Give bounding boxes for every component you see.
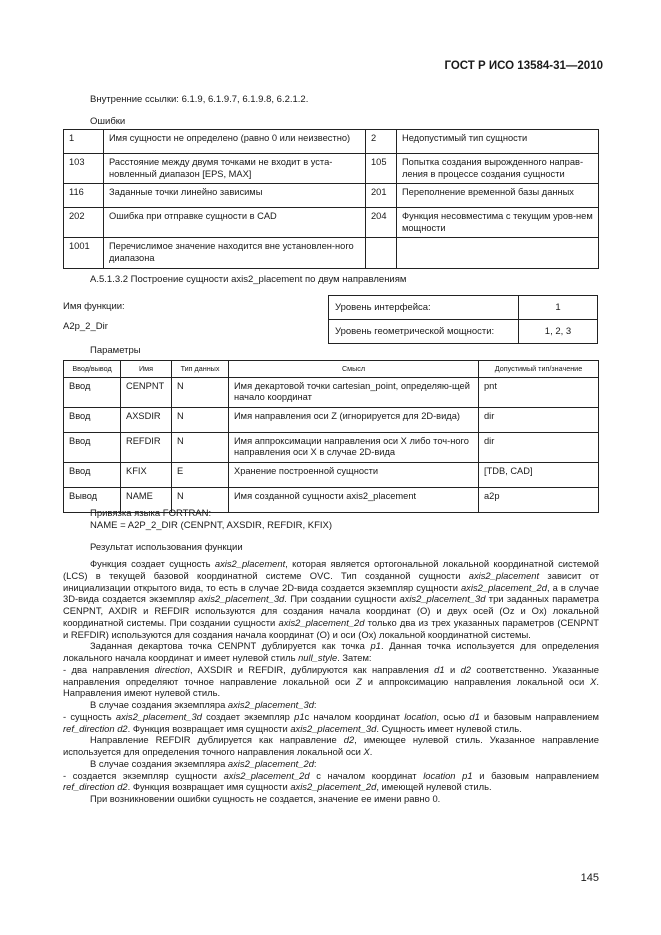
param-meaning: Имя созданной сущности axis2_placement xyxy=(229,487,479,512)
paragraph: Функция создает сущность axis2_placement, которая является ортогональной локальной координатной системой (LCS) в текущей базовой координатной системе OVC. Тип созданной сущности axis2_placement зависит от инициализации открытого вида, то есть в случае 2D-вида создается экземпляр сущности axis2_placement_2d, а в случае 3D-вида создается экземпляр axis2_placement_3d. При создании сущности axis2_placement_3d три заданных параметра CENPNT, AXDIR и REFDIR используются для создания начала координат (O) и двух осей (Oz и Ox) локальной координатной системы. При создании сущности axis2_placement_2d только два из трех указанных параметров (CENPNT и REFDIR) используются для создания начала координат (O) и оси (Ox) локальной координатной системы. xyxy=(63,558,599,640)
param-name: REFDIR xyxy=(121,432,172,462)
param-name: AXSDIR xyxy=(121,407,172,432)
paragraph: При возникновении ошибки сущность не создается, значение ее имени равно 0. xyxy=(90,793,441,804)
error-code: 204 xyxy=(366,208,397,238)
level-label: Уровень интерфейса: xyxy=(329,296,519,320)
error-text: Расстояние между двумя точками не входит в уста-новленный диапазон [EPS, MAX] xyxy=(104,154,366,184)
level-value: 1 xyxy=(519,296,598,320)
param-value: a2p xyxy=(479,487,599,512)
errors-table xyxy=(63,129,599,269)
table-row xyxy=(64,238,599,268)
param-value: pnt xyxy=(479,377,599,407)
table-row xyxy=(64,432,599,462)
param-io: Ввод xyxy=(64,377,121,407)
error-code: 2 xyxy=(366,130,397,154)
param-value: dir xyxy=(479,407,599,432)
table-row xyxy=(64,154,599,184)
param-type: E xyxy=(172,462,229,487)
param-name: CENPNT xyxy=(121,377,172,407)
error-code: 1001 xyxy=(64,238,104,268)
error-text: Функция несовместима с текущим уров-нем мощности xyxy=(397,208,599,238)
paragraph: В случае создания экземпляра axis2_placement_2d: xyxy=(90,757,317,769)
section-title: A.5.1.3.2 Построение сущности axis2_placement по двум направлениям xyxy=(90,274,407,285)
paragraph: - два направления direction, AXSDIR и REFDIR, дублируются как направления d1 и d2 соответственно. Указанные направления определяют точное направление локальной оси Z и аппроксимацию направления локальной оси X. Направления имеют нулевой стиль. xyxy=(63,663,600,699)
internal-references: Внутренние ссылки: 6.1.9, 6.1.9.7, 6.1.9.8, 6.2.1.2. xyxy=(90,94,309,105)
column-header: Смысл xyxy=(229,361,479,378)
table-row xyxy=(329,296,598,320)
level-label: Уровень геометрической мощности: xyxy=(329,320,519,344)
param-meaning: Имя аппроксимации направления оси X либо точ-ного направления оси X в случае 2D-вида xyxy=(229,432,479,462)
param-type: N xyxy=(172,377,229,407)
levels-table xyxy=(328,295,598,344)
table-row xyxy=(64,407,599,432)
column-header: Имя xyxy=(121,361,172,378)
fortran-title: Привязка языка FORTRAN: xyxy=(90,508,212,519)
result-description xyxy=(63,558,599,805)
column-header: Допустимый тип/значение xyxy=(479,361,599,378)
error-code xyxy=(366,238,397,268)
error-text: Имя сущности не определено (равно 0 или неизвестно) xyxy=(104,130,366,154)
param-type: N xyxy=(172,487,229,512)
param-meaning: Имя направления оси Z (игнорируется для 2D-вида) xyxy=(229,407,479,432)
column-header: Тип данных xyxy=(172,361,229,378)
error-text: Переполнение временной базы данных xyxy=(397,184,599,208)
error-text xyxy=(397,238,599,268)
param-type: N xyxy=(172,407,229,432)
paragraph: Направление REFDIR дублируется как направление d2, имеющее нулевой стиль. Указанное направление используется для определения точного направления локальной оси X. xyxy=(63,734,600,757)
param-meaning: Хранение построенной сущности xyxy=(229,462,479,487)
param-meaning: Имя декартовой точки cartesian_point, определяю-щей начало координат xyxy=(229,377,479,407)
table-row xyxy=(64,184,599,208)
param-io: Ввод xyxy=(64,462,121,487)
table-row xyxy=(64,130,599,154)
param-io: Ввод xyxy=(64,407,121,432)
error-code: 116 xyxy=(64,184,104,208)
params-title: Параметры xyxy=(90,345,141,356)
error-code: 105 xyxy=(366,154,397,184)
param-io: Ввод xyxy=(64,432,121,462)
fortran-code: NAME = A2P_2_DIR (CENPNT, AXSDIR, REFDIR, KFIX) xyxy=(90,520,333,531)
paragraph: Заданная декартова точка CENPNT дублируется как точка p1. Данная точка используется для определения локального начала координат и имеет нулевой стиль null_style. Затем: xyxy=(63,640,599,663)
error-text: Недопустимый тип сущности xyxy=(397,130,599,154)
table-header-row xyxy=(64,361,599,378)
error-text: Перечислимое значение находится вне установлен-ного диапазона xyxy=(104,238,366,268)
param-type: N xyxy=(172,432,229,462)
function-name: A2p_2_Dir xyxy=(63,321,108,332)
document-header: ГОСТ Р ИСО 13584-31—2010 xyxy=(444,60,603,72)
param-io: Вывод xyxy=(64,487,121,512)
error-text: Попытка создания вырожденного направ-ления в процессе создания сущности xyxy=(397,154,599,184)
error-text: Заданные точки линейно зависимы xyxy=(104,184,366,208)
param-value: [TDB, CAD] xyxy=(479,462,599,487)
error-text: Ошибка при отправке сущности в CAD xyxy=(104,208,366,238)
table-row xyxy=(329,320,598,344)
error-code: 103 xyxy=(64,154,104,184)
table-row xyxy=(64,462,599,487)
table-row xyxy=(64,208,599,238)
param-value: dir xyxy=(479,432,599,462)
error-code: 1 xyxy=(64,130,104,154)
paragraph: - создается экземпляр сущности axis2_placement_2d с началом координат location p1 и базовым направлением ref_direction d2. Функция возвращает имя сущности axis2_placement_2d, имеющей нулевой стиль. xyxy=(63,769,599,793)
result-title: Результат использования функции xyxy=(90,542,243,553)
param-name: KFIX xyxy=(121,462,172,487)
error-code: 201 xyxy=(366,184,397,208)
params-table xyxy=(63,360,599,513)
paragraph: - сущность axis2_placement_3d создает экземпляр p1c началом координат location, осью d1 и базовым направлением ref_direction d2. Функция возвращает имя сущности axis2_placement_3d. Сущность имеет нулевой стиль. xyxy=(63,710,599,734)
function-name-label: Имя функции: xyxy=(63,301,125,312)
paragraph: В случае создания экземпляра axis2_placement_3d: xyxy=(90,699,317,710)
param-name: NAME xyxy=(121,487,172,512)
page-number: 145 xyxy=(580,872,599,884)
column-header: Ввод/вывод xyxy=(64,361,121,378)
error-code: 202 xyxy=(64,208,104,238)
errors-title: Ошибки xyxy=(90,116,126,127)
level-value: 1, 2, 3 xyxy=(519,320,598,344)
table-row xyxy=(64,377,599,407)
